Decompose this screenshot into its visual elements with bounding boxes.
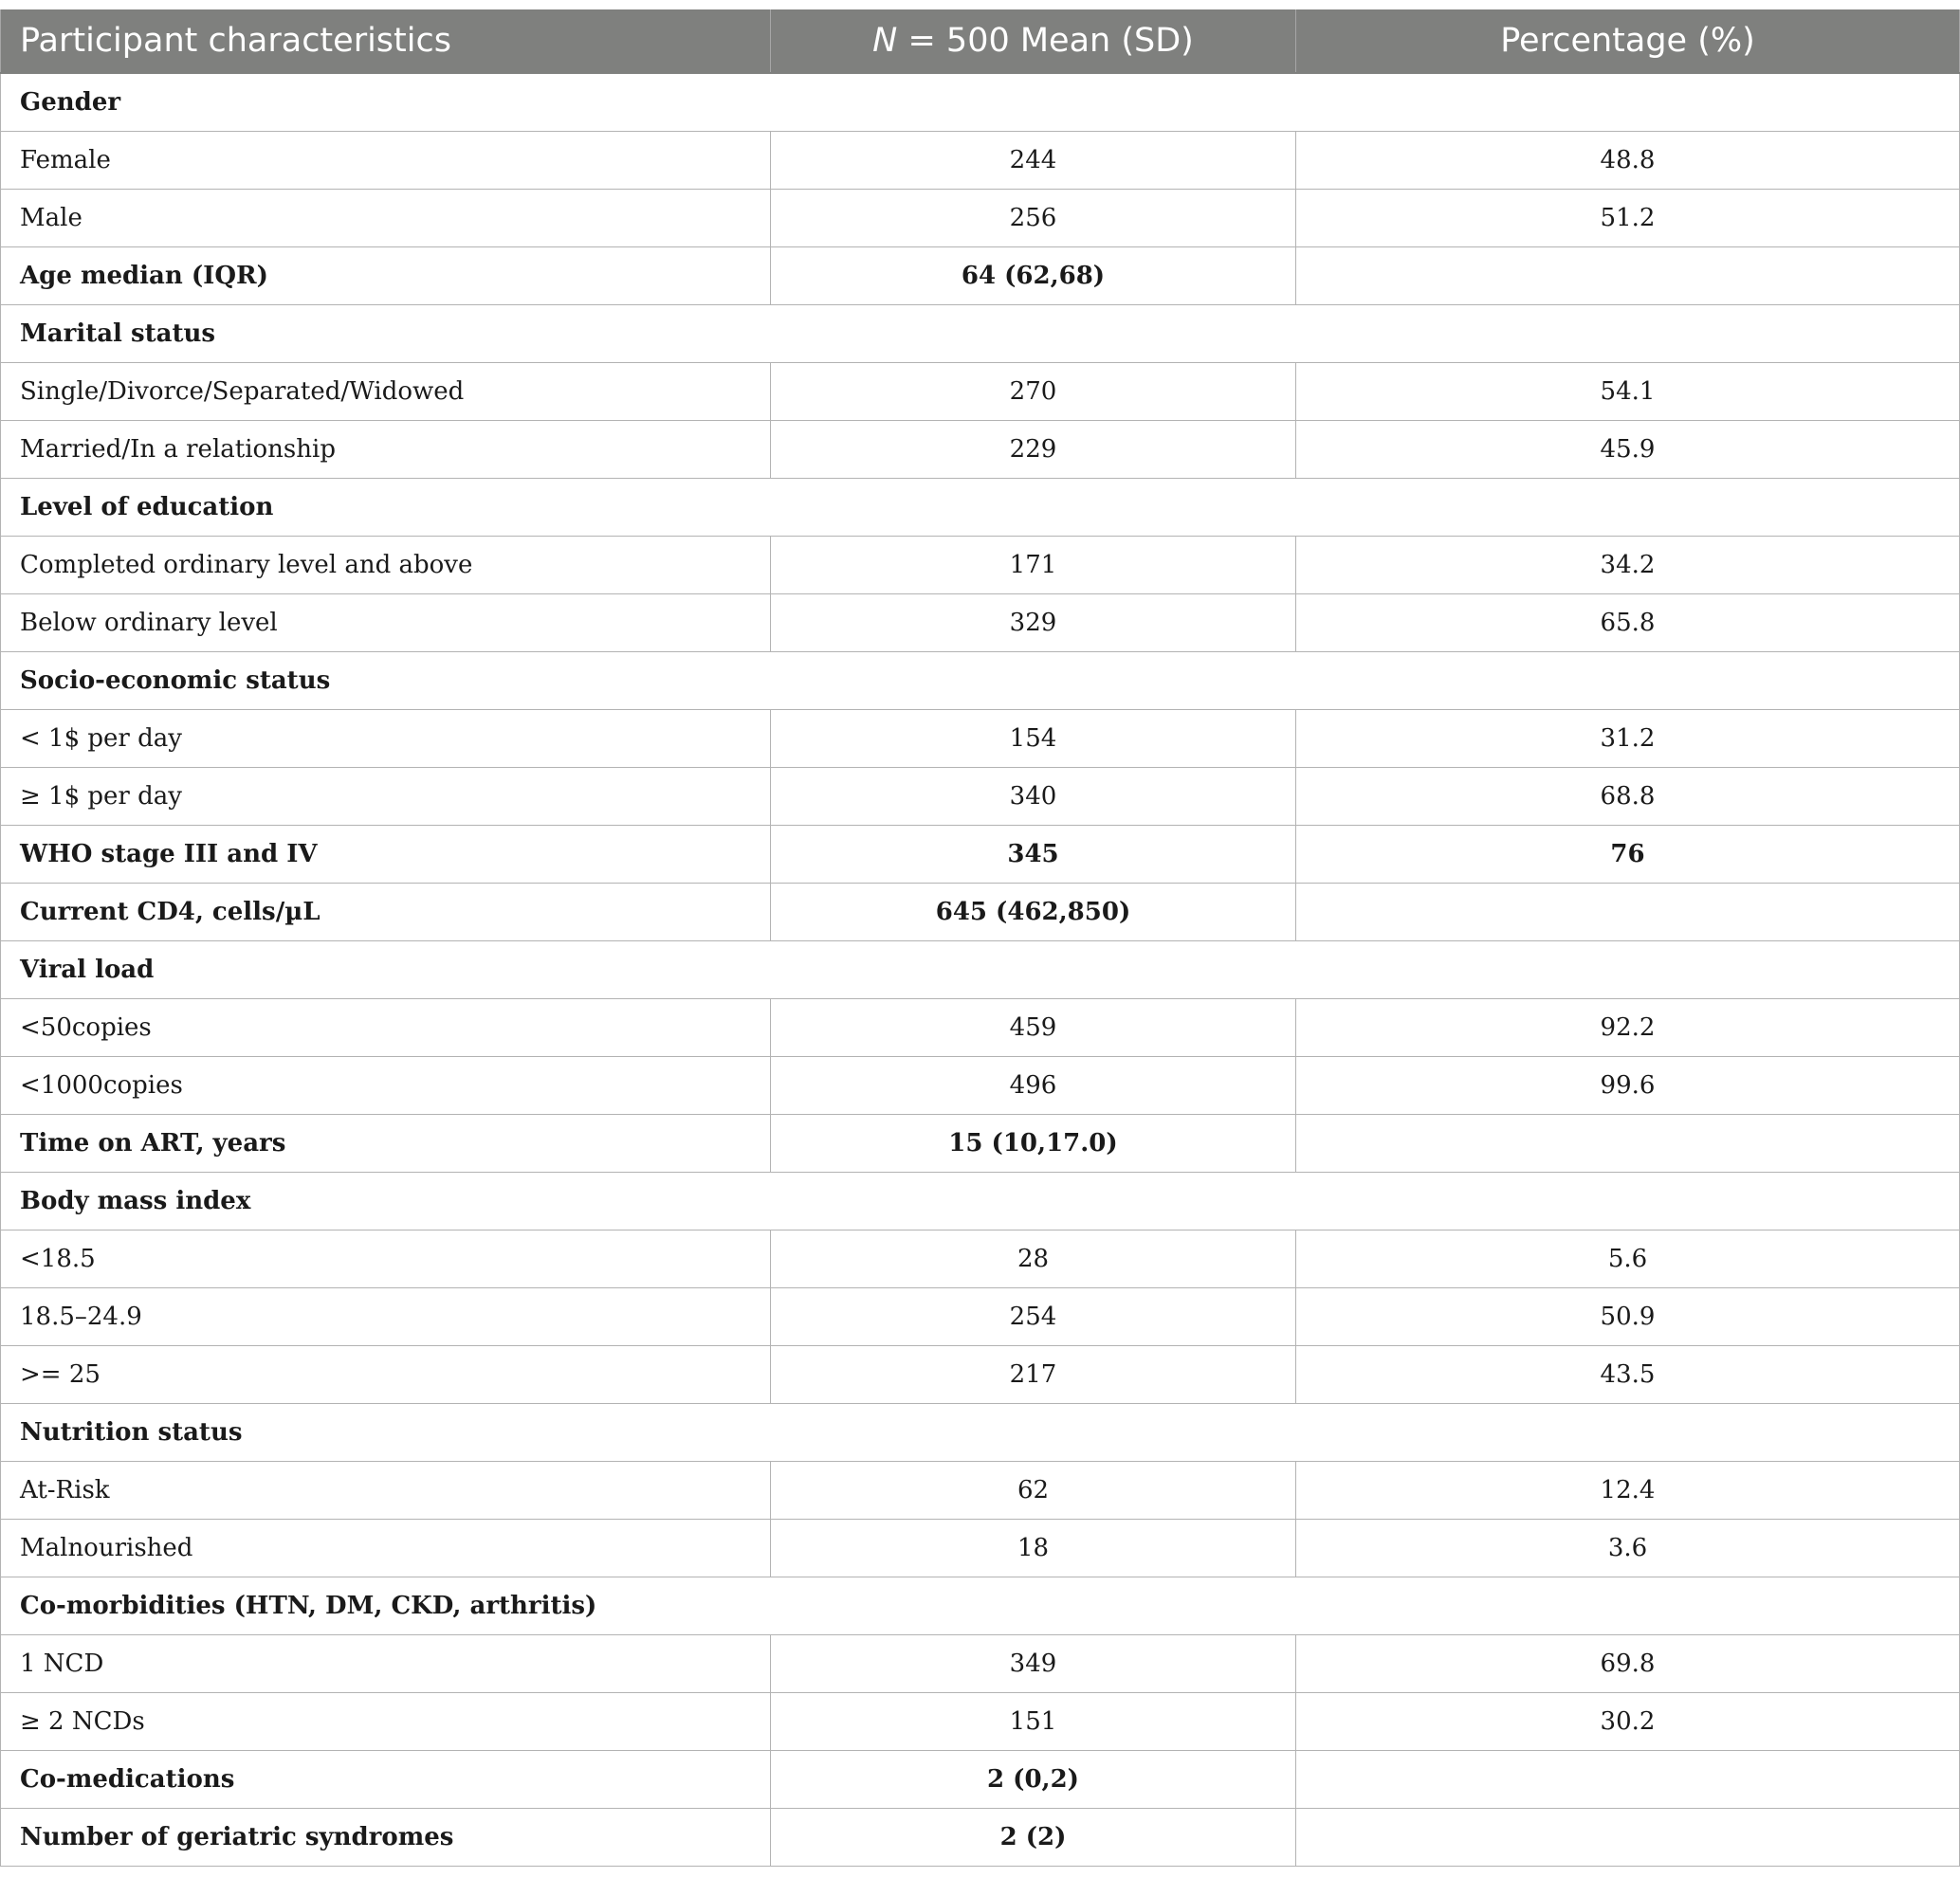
section-heading: Body mass index <box>1 1173 1960 1231</box>
header-n-mean-sd <box>771 9 1296 73</box>
table-row <box>1 132 1960 190</box>
section-heading: Socio-economic status <box>1 652 1960 710</box>
n-mean-value: 270 <box>771 363 1296 421</box>
characteristic-label: Current CD4, cells/µL <box>1 884 771 941</box>
n-mean-value: 2 (0,2) <box>771 1751 1296 1809</box>
n-mean-value: 340 <box>771 768 1296 826</box>
table-body <box>1 73 1960 1867</box>
characteristic-label: Time on ART, years <box>1 1115 771 1173</box>
header-n-rest: = 500 Mean (SD) <box>897 22 1194 60</box>
characteristic-label: Number of geriatric syndromes <box>1 1809 771 1867</box>
table-row <box>1 884 1960 941</box>
table-row <box>1 1231 1960 1288</box>
percentage-value: 51.2 <box>1296 190 1960 247</box>
characteristic-label: Single/Divorce/Separated/Widowed <box>1 363 771 421</box>
percentage-value: 65.8 <box>1296 594 1960 652</box>
table-row <box>1 1693 1960 1751</box>
n-mean-value: 244 <box>771 132 1296 190</box>
characteristic-label: 1 NCD <box>1 1635 771 1693</box>
table-row <box>1 247 1960 305</box>
n-mean-value: 2 (2) <box>771 1809 1296 1867</box>
header-row <box>1 9 1960 73</box>
percentage-value <box>1296 1809 1960 1867</box>
table-header <box>1 9 1960 73</box>
percentage-value: 31.2 <box>1296 710 1960 768</box>
percentage-value: 50.9 <box>1296 1288 1960 1346</box>
characteristic-label: ≥ 2 NCDs <box>1 1693 771 1751</box>
table-row <box>1 768 1960 826</box>
section-heading: Nutrition status <box>1 1404 1960 1462</box>
table-row <box>1 826 1960 884</box>
characteristic-label: Below ordinary level <box>1 594 771 652</box>
characteristic-label: Age median (IQR) <box>1 247 771 305</box>
characteristic-label: Female <box>1 132 771 190</box>
characteristic-label: < 1$ per day <box>1 710 771 768</box>
n-mean-value: 18 <box>771 1520 1296 1577</box>
n-mean-value: 254 <box>771 1288 1296 1346</box>
characteristic-label: <18.5 <box>1 1231 771 1288</box>
section-heading: Gender <box>1 73 1960 132</box>
table-row <box>1 594 1960 652</box>
section-heading: Marital status <box>1 305 1960 363</box>
percentage-value: 34.2 <box>1296 537 1960 594</box>
n-mean-value: 28 <box>771 1231 1296 1288</box>
characteristic-label: Completed ordinary level and above <box>1 537 771 594</box>
header-percentage: Percentage (%) <box>1296 9 1960 73</box>
percentage-value <box>1296 247 1960 305</box>
percentage-value <box>1296 1115 1960 1173</box>
table-row <box>1 363 1960 421</box>
header-n-symbol: N <box>872 22 898 60</box>
table-row <box>1 1057 1960 1115</box>
n-mean-value: 645 (462,850) <box>771 884 1296 941</box>
section-heading: Co-morbidities (HTN, DM, CKD, arthritis) <box>1 1577 1960 1635</box>
percentage-value <box>1296 884 1960 941</box>
percentage-value: 3.6 <box>1296 1520 1960 1577</box>
percentage-value: 68.8 <box>1296 768 1960 826</box>
characteristic-label: Male <box>1 190 771 247</box>
characteristic-label: WHO stage III and IV <box>1 826 771 884</box>
characteristic-label: <50copies <box>1 999 771 1057</box>
section-row <box>1 1173 1960 1231</box>
table-row <box>1 1346 1960 1404</box>
table-row <box>1 1462 1960 1520</box>
percentage-value: 76 <box>1296 826 1960 884</box>
percentage-value: 48.8 <box>1296 132 1960 190</box>
percentage-value: 99.6 <box>1296 1057 1960 1115</box>
characteristics-table-container <box>0 9 1960 1867</box>
n-mean-value: 496 <box>771 1057 1296 1115</box>
section-heading: Viral load <box>1 941 1960 999</box>
section-heading: Level of education <box>1 479 1960 537</box>
n-mean-value: 329 <box>771 594 1296 652</box>
table-row <box>1 1751 1960 1809</box>
table-row <box>1 537 1960 594</box>
characteristic-label: >= 25 <box>1 1346 771 1404</box>
section-row <box>1 305 1960 363</box>
n-mean-value: 15 (10,17.0) <box>771 1115 1296 1173</box>
n-mean-value: 151 <box>771 1693 1296 1751</box>
percentage-value: 54.1 <box>1296 363 1960 421</box>
section-row <box>1 1577 1960 1635</box>
percentage-value: 12.4 <box>1296 1462 1960 1520</box>
participant-characteristics-table <box>0 9 1960 1867</box>
n-mean-value: 62 <box>771 1462 1296 1520</box>
n-mean-value: 229 <box>771 421 1296 479</box>
n-mean-value: 345 <box>771 826 1296 884</box>
percentage-value: 43.5 <box>1296 1346 1960 1404</box>
percentage-value: 30.2 <box>1296 1693 1960 1751</box>
section-row <box>1 1404 1960 1462</box>
characteristic-label: 18.5–24.9 <box>1 1288 771 1346</box>
section-row <box>1 652 1960 710</box>
n-mean-value: 217 <box>771 1346 1296 1404</box>
percentage-value: 92.2 <box>1296 999 1960 1057</box>
percentage-value: 69.8 <box>1296 1635 1960 1693</box>
section-row <box>1 479 1960 537</box>
characteristic-label: ≥ 1$ per day <box>1 768 771 826</box>
percentage-value: 45.9 <box>1296 421 1960 479</box>
n-mean-value: 171 <box>771 537 1296 594</box>
table-row <box>1 1809 1960 1867</box>
percentage-value <box>1296 1751 1960 1809</box>
characteristic-label: Co-medications <box>1 1751 771 1809</box>
header-participant-characteristics: Participant characteristics <box>1 9 771 73</box>
table-row <box>1 1288 1960 1346</box>
characteristic-label: At-Risk <box>1 1462 771 1520</box>
characteristic-label: <1000copies <box>1 1057 771 1115</box>
section-row <box>1 73 1960 132</box>
n-mean-value: 256 <box>771 190 1296 247</box>
n-mean-value: 64 (62,68) <box>771 247 1296 305</box>
table-row <box>1 421 1960 479</box>
table-row <box>1 999 1960 1057</box>
table-row <box>1 710 1960 768</box>
table-row <box>1 190 1960 247</box>
characteristic-label: Married/In a relationship <box>1 421 771 479</box>
table-row <box>1 1115 1960 1173</box>
table-row <box>1 1520 1960 1577</box>
section-row <box>1 941 1960 999</box>
n-mean-value: 459 <box>771 999 1296 1057</box>
n-mean-value: 349 <box>771 1635 1296 1693</box>
table-row <box>1 1635 1960 1693</box>
percentage-value: 5.6 <box>1296 1231 1960 1288</box>
characteristic-label: Malnourished <box>1 1520 771 1577</box>
n-mean-value: 154 <box>771 710 1296 768</box>
